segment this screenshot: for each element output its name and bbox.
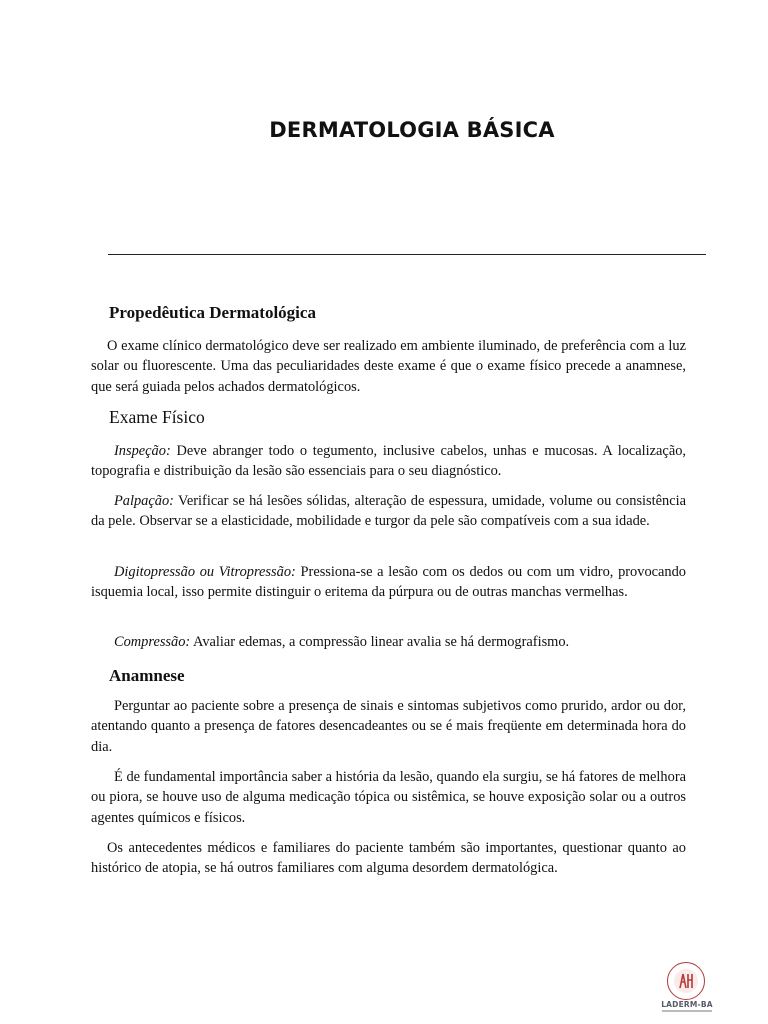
heading-exame-fisico: Exame Físico (109, 407, 205, 427)
text-inspecao: Deve abranger todo o tegumento, inclusive cabelos, unhas e mucosas. A localização, topografia e distribuição da lesão são essenciais para o seu diagnóstico. (91, 443, 686, 480)
anamnese-text-1: Perguntar ao paciente sobre a presença de sinais e sintomas subjetivos como prurido, ardor ou dor, atentando quanto a presença de fatores desencadeantes ou se é mais freqüente em determinada hora do dia. (91, 698, 686, 755)
anamnese-paragraph-2 (91, 767, 686, 828)
term-compressao: Compressão: (114, 634, 191, 650)
anamnese-paragraph-1 (91, 696, 686, 757)
logo-label: LADERM-BA (661, 1000, 713, 1009)
exame-item-compressao (91, 632, 686, 652)
anamnese-text-2: É de fundamental importância saber a história da lesão, quando ela surgiu, se há fatores de melhora ou piora, se houve uso de alguma medicação tópica ou sistêmica, se houve exposição solar ou a outros agentes químicos e físicos. (91, 769, 686, 826)
laderm-logo-icon (667, 962, 705, 1000)
text-digitopressao: Pressiona-se a lesão com os dedos ou com um vidro, provocando isquemia local, isso permite distinguir o eritema da púrpura ou de outras manchas vermelhas. (91, 564, 687, 601)
term-digitopressao: Digitopressão ou Vitropressão: (114, 564, 296, 580)
term-palpacao: Palpação: (114, 493, 174, 509)
anamnese-text-3: Os antecedentes médicos e familiares do paciente também são importantes, questionar quanto ao histórico de atopia, se há outros familiares com alguma desordem dermatológica. (91, 840, 686, 877)
propedeutica-text: O exame clínico dermatológico deve ser realizado em ambiente iluminado, de preferência com a luz solar ou fluorescente. Uma das peculiaridades deste exame é que o exame físico precede a anamnese, que será guiada pelos achados dermatológicos. (91, 338, 686, 395)
term-inspecao: Inspeção: (114, 443, 171, 459)
text-palpacao: Verificar se há lesões sólidas, alteração de espessura, umidade, volume ou consistência da pele. Observar se a elasticidade, mobilidade e turgor da pele são compatíveis com a sua idade. (91, 493, 686, 530)
exame-item-palpacao (91, 491, 686, 532)
title-divider (108, 254, 706, 255)
text-compressao: Avaliar edemas, a compressão linear avalia se há dermografismo. (190, 634, 570, 650)
document-title: DERMATOLOGIA BÁSICA (269, 118, 555, 142)
logo-underline (662, 1010, 712, 1012)
paragraph-propedeutica (91, 336, 686, 397)
laderm-logo-glyph (671, 966, 701, 996)
exame-item-inspecao (91, 441, 686, 482)
exame-item-digitopressao (91, 562, 686, 603)
anamnese-paragraph-3 (91, 838, 686, 879)
laderm-logo (660, 962, 714, 1016)
heading-propedeutica: Propedêutica Dermatológica (109, 303, 316, 322)
heading-anamnese: Anamnese (109, 666, 185, 685)
